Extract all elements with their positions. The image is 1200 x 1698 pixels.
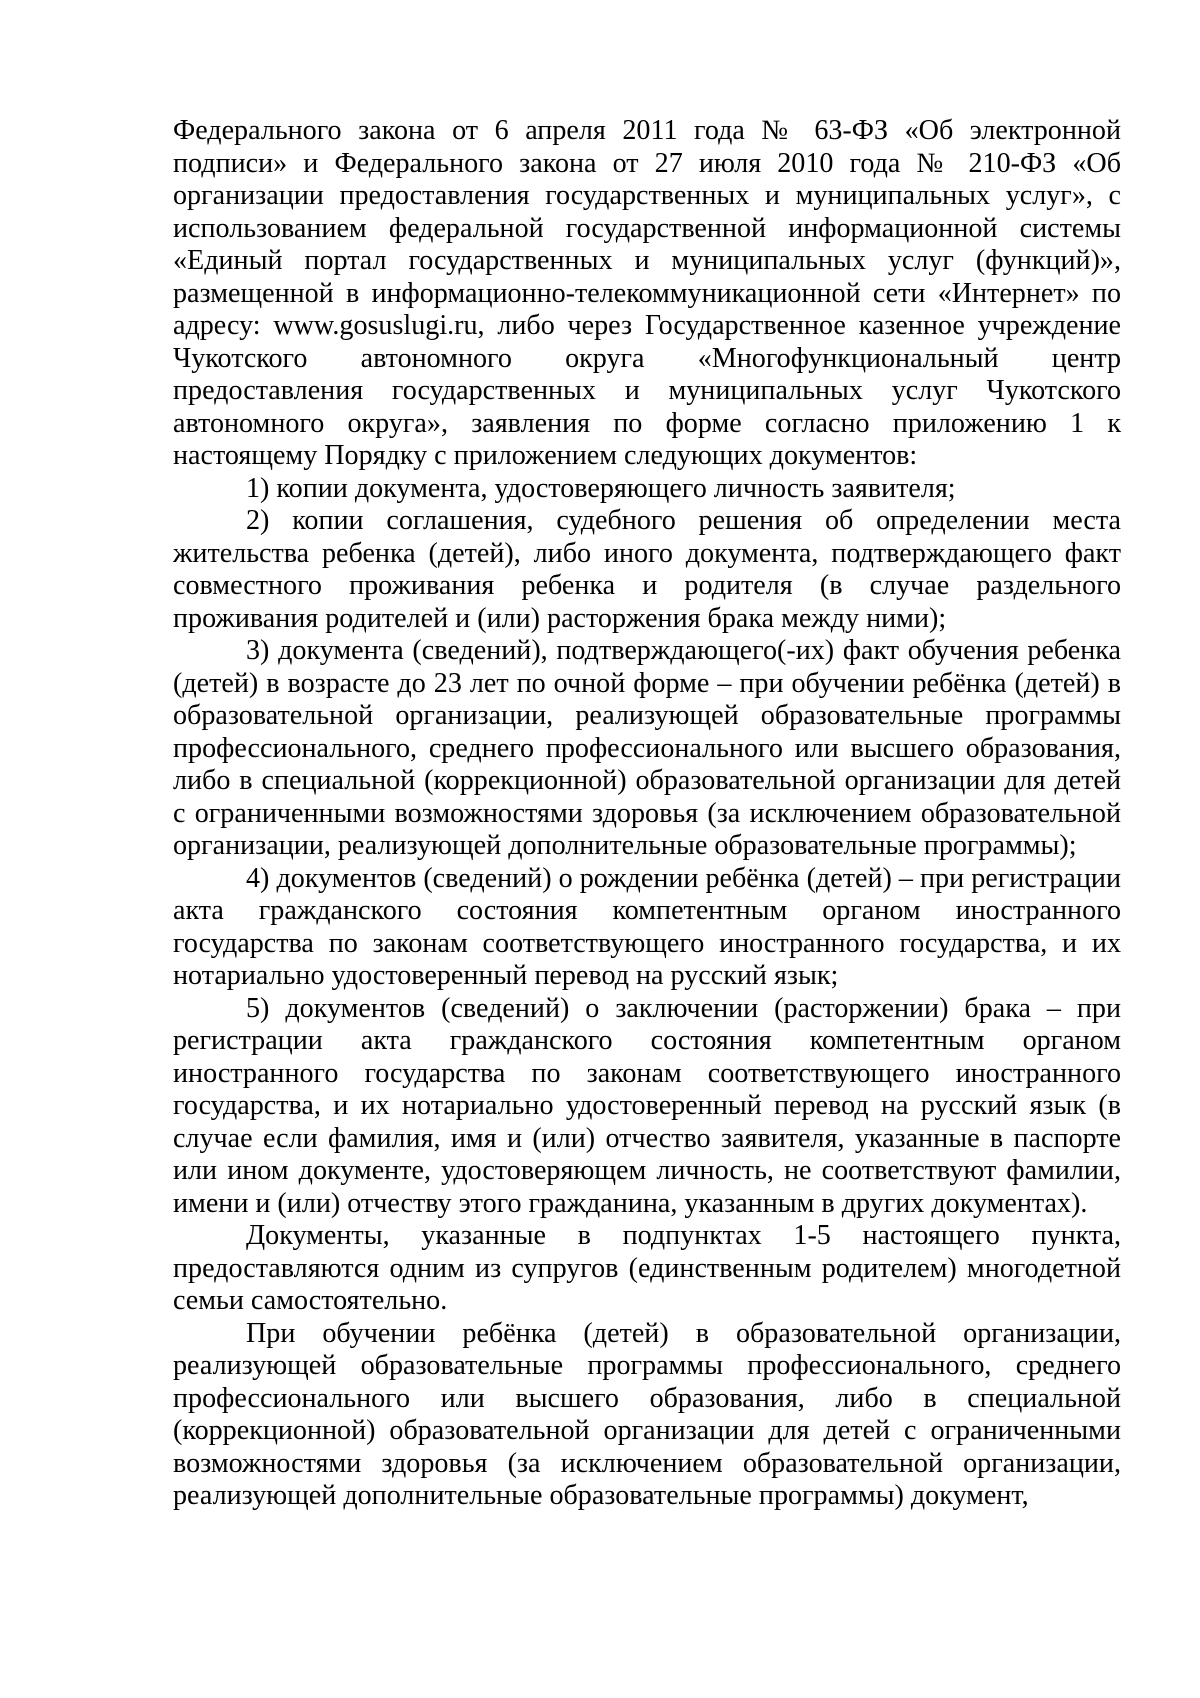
paragraph-submission-note: Документы, указанные в подпунктах 1-5 настоящего пункта, предоставляются одним из супругов (единственным родителем) многодетной семьи самостоятельно. bbox=[173, 1220, 1121, 1316]
list-item-birth-document: 4) документов (сведений) о рождении ребёнка (детей) – при регистрации акта гражданского состояния компетентным органом иностранного государства по законам соответствующего иностранного государства, и их нотариально удостоверенный перевод на русский язык; bbox=[173, 862, 1121, 991]
list-item-residence-agreement: 2) копии соглашения, судебного решения об определении места жительства ребенка (детей), либо иного документа, подтверждающего факт совместного проживания ребенка и родителя (в случае раздельного проживания родителей и (или) расторжения брака между ними); bbox=[173, 505, 1121, 634]
document-body bbox=[173, 115, 1121, 1513]
paragraph-legal-basis: Федерального закона от 6 апреля 2011 года № 63-ФЗ «Об электронной подписи» и Федерального закона от 27 июля 2010 года № 210-ФЗ «Об организации предоставления государственных и муниципальных услуг», с использованием федеральной государственной информационной системы «Единый портал государственных и муниципальных услуг (функций)», размещенной в информационно-телекоммуникационной сети «Интернет» по адресу: www.gosuslugi.ru, либо через Государственное казенное учреждение Чукотского автономного округа «Многофункциональный центр предоставления государственных и муниципальных услуг Чукотского автономного округа», заявления по форме согласно приложению 1 к настоящему Порядку с приложением следующих документов: bbox=[173, 115, 1121, 471]
list-item-identity-document: 1) копии документа, удостоверяющего личность заявителя; bbox=[246, 472, 956, 504]
paragraph-education-note: При обучении ребёнка (детей) в образовательной организации, реализующей образовательные программы профессионального, среднего профессионального или высшего образования, либо в специальной (коррекционной) образовательной организации для детей с ограниченными возможностями здоровья (за исключением образовательной организации, реализующей дополнительные образовательные программы) документ, bbox=[173, 1317, 1121, 1511]
list-item-marriage-document: 5) документов (сведений) о заключении (расторжении) брака – при регистрации акта гражданского состояния компетентным органом иностранного государства по законам соответствующего иностранного государства, и их нотариально удостоверенный перевод на русский язык (в случае если фамилия, имя и (или) отчество заявителя, указанные в паспорте или ином документе, удостоверяющем личность, не соответствуют фамилии, имени и (или) отчеству этого гражданина, указанным в других документах). bbox=[173, 992, 1121, 1219]
list-item-education-document: 3) документа (сведений), подтверждающего(-их) факт обучения ребенка (детей) в возрасте до 23 лет по очной форме – при обучении ребёнка (детей) в образовательной организации, реализующей образовательные программы профессионального, среднего профессионального или высшего образования, либо в специальной (коррекционной) образовательной организации для детей с ограниченными возможностями здоровья (за исключением образовательной организации, реализующей дополнительные образовательные программы); bbox=[173, 635, 1121, 861]
